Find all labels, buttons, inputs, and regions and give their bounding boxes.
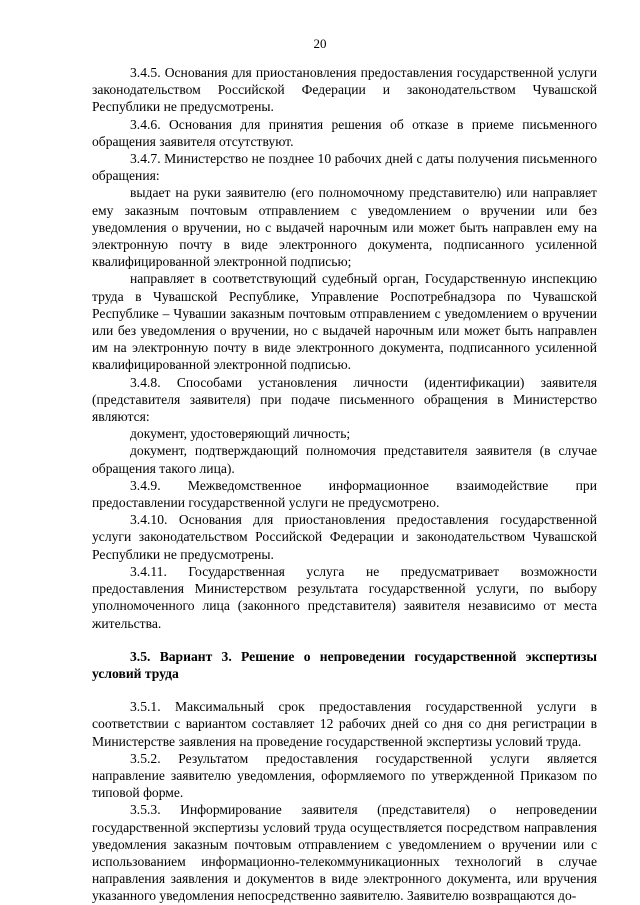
paragraph-3-4-8-item-1: документ, удостоверяющий личность; [130, 426, 351, 442]
paragraph-3-4-8-item-2: документ, подтверждающий полномочия представителя заявителя (в случае обращения такого лица). [92, 443, 597, 476]
paragraph-3-5-3: 3.5.3. Информирование заявителя (представителя) о непроведении государственной экспертизы условий труда осуществляется посредством направления уведомления заказным почтовым отправлением с уведомлением о вручении или с использованием информационно-телекоммуникационных технологий в случае направления заявления и документов в виде электронного документа, или вручения указанного уведомления непосредственно заявителю. Заявителю возвращаются до- [92, 802, 597, 904]
page-number: 20 [313, 36, 327, 51]
paragraph-3-4-6: 3.4.6. Основания для принятия решения об отказе в приеме письменного обращения заявителя отсутствуют. [92, 116, 597, 149]
paragraph-3-4-9: 3.4.9. Межведомственное информационное взаимодействие при предоставлении государственной услуги не предусмотрено. [92, 477, 597, 511]
paragraph-3-4-10: 3.4.10. Основания для приостановления предоставления государственной услуги законодательством Российской Федерации и законодательством Чувашской Республики не предусмотрены. [92, 512, 597, 562]
document-body [92, 64, 597, 905]
paragraph-3-4-5: 3.4.5. Основания для приостановления предоставления государственной услуги законодательством Российской Федерации и законодательством Чувашской Республики не предусмотрены. [92, 65, 597, 115]
paragraph-3-4-7-item-1: выдает на руки заявителю (его полномочному представителю) или направляет ему заказным почтовым отправлением с уведомлением о вручении или без уведомления о вручении, но с выдачей нарочным или может быть направлен ему на электронную почту в виде электронного документа, подписанного усиленной квалифицированной электронной подписью; [92, 185, 597, 270]
paragraph-3-5-1: 3.5.1. Максимальный срок предоставления государственной услуги в соответствии с вариантом составляет 12 рабочих дней со дня со дня регистрации в Министерстве заявления на проведение государственной экспертизы условий труда. [92, 699, 597, 749]
paragraph-3-4-7-item-2: направляет в соответствующий судебный орган, Государственную инспекцию труда в Чувашской Республике, Управление Роспотребнадзора по Чувашской Республике – Чувашии заказным почтовым отправлением с уведомлением о вручении или без уведомления о вручении, но с выдачей нарочным или может быть направлен им на электронную почту в виде электронного документа, подписанного усиленной квалифицированной электронной подписью. [92, 271, 597, 373]
paragraph-3-5-2: 3.5.2. Результатом предоставления государственной услуги является направление заявителю уведомления, оформляемого по утвержденной Приказом по типовой форме. [92, 750, 597, 801]
paragraph-3-4-8: 3.4.8. Способами установления личности (идентификации) заявителя (представителя заявителя) при подаче письменного обращения в Министерство являются: [92, 374, 597, 425]
paragraph-3-4-7: 3.4.7. Министерство не позднее 10 рабочих дней с даты получения письменного обращения: [92, 151, 597, 184]
paragraph-3-4-11: 3.4.11. Государственная услуга не предусматривает возможности предоставления Министерством результата государственной услуги, по выбору уполномоченного лица (законного представителя) заявителя независимо от места жительства. [92, 563, 597, 631]
section-heading-3-5: 3.5. Вариант 3. Решение о непроведении государственной экспертизы условий труда [92, 648, 597, 681]
